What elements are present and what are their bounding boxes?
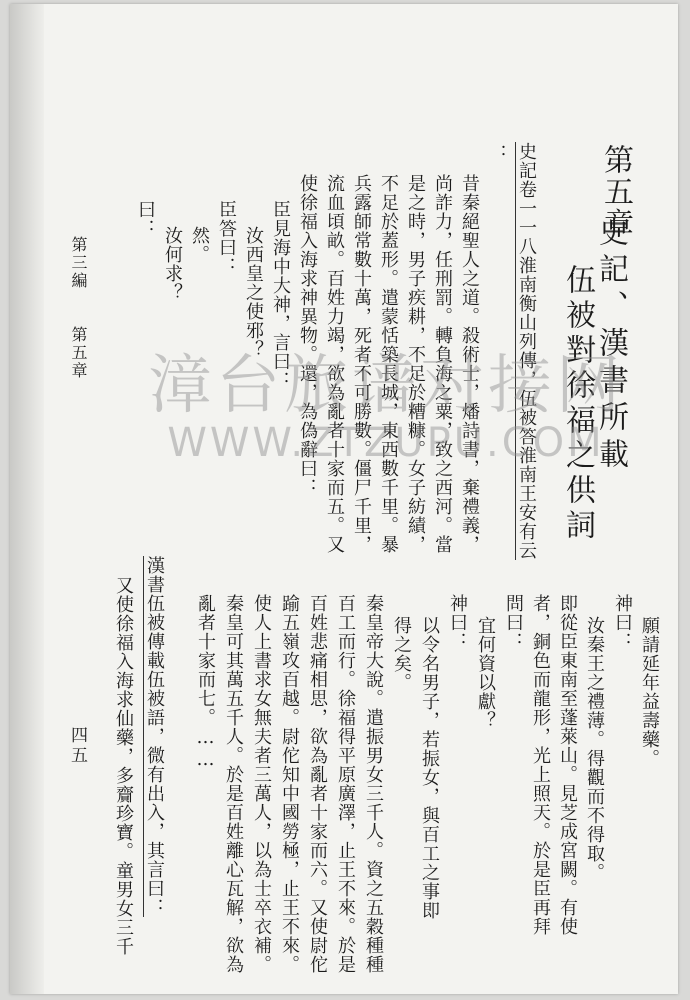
section2-line: 者，銅色而龍形，光上照天。於是臣再拜 — [530, 594, 551, 936]
section1-line: 流血頃畝。百姓力竭，欲為亂者十家而五。又 — [324, 174, 345, 554]
running-header-part: 第三編 — [69, 236, 88, 290]
watermark-url: WWW.ZTZUPU.COM — [167, 420, 605, 466]
section1-line: 汝西皇之使邪？ — [243, 226, 264, 359]
section2-line: 亂者十家而七。…… — [195, 594, 216, 771]
section3-line: 又使徐福入海求仙藥，多齎珍寶。童男女三千 — [113, 576, 134, 956]
section2-line: 即從臣東南至蓬萊山。見芝成宮闕。有使 — [557, 594, 578, 936]
section2-line: 神曰： — [612, 594, 633, 651]
section2-line: 宜何資以獻？ — [475, 616, 496, 730]
chapter-number: 第五章 — [598, 144, 633, 240]
chapter-title-line2: 伍被對徐福之供詞 — [560, 264, 595, 544]
section2-line: 得之矣。 — [391, 616, 412, 692]
section1-line: 然。 — [189, 226, 210, 264]
section2-line: 百姓悲痛相思，欲為亂者十家而六。又使尉佗 — [307, 594, 328, 974]
section2-line: 汝秦王之禮薄。得觀而不得取。 — [584, 616, 605, 882]
book-page — [10, 4, 678, 994]
section1-line: 昔秦絕聖人之道。殺術士，燔詩書，棄禮義， — [459, 174, 480, 554]
section2-line: 百工而行。徐福得平原廣澤，止王不來。於是 — [335, 594, 356, 974]
section2-line: 踰五嶺攻百越。尉佗知中國勞極，止王不來。 — [279, 594, 300, 974]
section1-line: 使徐福入海求神異物。還，為偽辭曰： — [297, 174, 318, 497]
section1-line: 不足於蓋形。遣蒙恬築長城，東西數千里。暴 — [378, 174, 399, 554]
section2-line: 以令名男子，若振女，與百工之事即 — [419, 616, 440, 920]
section2-line: 願請延年益壽藥。 — [639, 616, 660, 768]
section1-colon: ： — [487, 144, 508, 163]
section3-source: 漢書伍被傳載伍被語，微有出入，其言曰： — [144, 556, 165, 917]
section2-line: 秦皇可其萬五千人。於是百姓離心瓦解，欲為 — [223, 594, 244, 974]
section1-line: 汝何求？ — [162, 226, 183, 302]
section1-line: 兵露師常數十萬，死者不可勝數。僵尸千里， — [351, 174, 372, 554]
page-number: 四五 — [67, 726, 87, 766]
section1-source: 史記卷一一八淮南衡山列傳，伍被答淮南王安有云 — [516, 142, 537, 560]
section1-line: 尚詐力，任刑罰。轉負海之粟，致之西河。當 — [432, 174, 453, 554]
section2-line: 秦皇帝大說。遣振男女三千人。資之五穀種種 — [363, 594, 384, 974]
section1-line: 是之時，男子疾耕，不足於糟糠。女子紡績， — [405, 174, 426, 554]
watermark-text: 漳台旅谱对接网 — [148, 349, 624, 423]
running-header-chapter: 第五章 — [69, 326, 88, 380]
section1-line: 曰： — [135, 200, 156, 238]
chapter-title-line1: 史記、漢書所載 — [593, 216, 628, 475]
section1-line: 臣答曰： — [216, 200, 237, 276]
section1-line: 臣見海中大神，言曰： — [270, 200, 291, 390]
section2-line: 使人上書求女無夫者三萬人，以為士卒衣補。 — [251, 594, 272, 974]
section2-line: 神曰： — [447, 594, 468, 651]
section2-line: 問曰： — [503, 594, 524, 651]
